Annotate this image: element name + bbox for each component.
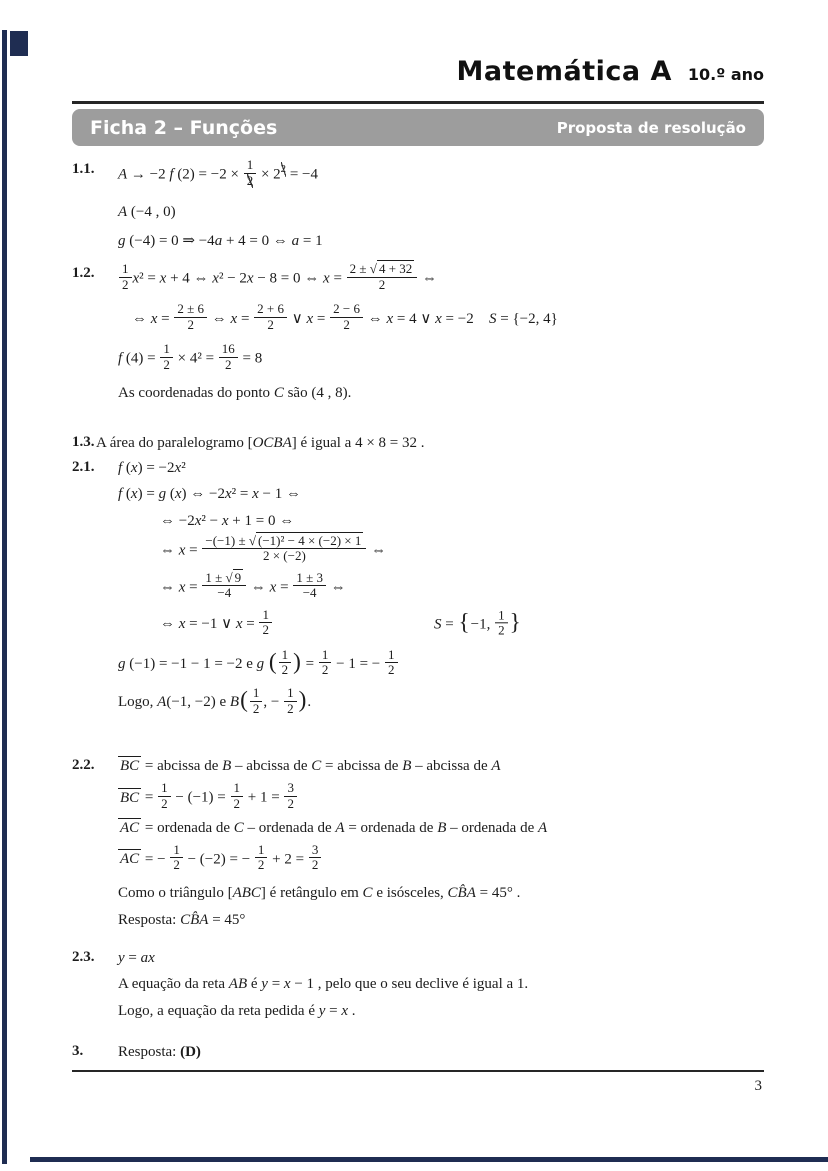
page-header: [457, 56, 764, 87]
equation: ⇔ x = $\frac{2 \pm 6}{2}$ ⇔ x = $\frac{2 + 6}{2}$ ∨ x = $\frac{2 - 6}{2}$ ⇔ x = 4 ∨ x = −2: [132, 301, 474, 332]
bottom-rule: [72, 1070, 764, 1072]
item-2-2-line-6: Resposta: CB̂A = 45°: [118, 911, 246, 928]
item-2-2: [72, 756, 766, 937]
item-2-1-line-2: f (x) = g (x) ⇔ −2x² = x − 1 ⇔: [118, 486, 301, 503]
corner-frame-square: [10, 31, 28, 56]
item-2-2-line-5: Como o triângulo [ABC] é retângulo em C e isósceles, CB̂A = 45° .: [118, 884, 521, 901]
item-1-2-line-3: f (4) = $\frac{1}{2}$ × 4² = $\frac{16}{2}$ = 8: [118, 341, 263, 372]
left-frame-bar: [2, 30, 7, 1164]
item-2-1-line-4: ⇔ x = $\frac{\text{−(−1) ± √ (−1)² − 4 × (−2) × 1}}{2 \times (-2)}$ ⇔: [160, 532, 387, 564]
item-label: 2.3.: [72, 949, 95, 965]
worksheet-title: Ficha 2 – Funções: [90, 116, 278, 139]
item-2-2-line-2: BC = $\frac{1}{2}$ − (−1) = $\frac{1}{2}$ + 1 = $\frac{3}{2}$: [118, 783, 766, 813]
item-label: 1.2.: [72, 265, 95, 281]
item-2-2-line-4: AC = − $\frac{1}{2}$ − (−2) = − $\frac{1}{2}$ + 2 = $\frac{3}{2}$: [118, 845, 766, 875]
item-2-1-line-7: g (−1) = −1 − 1 = −2 e g ( $\frac{1}{2}$ ) = $\frac{1}{2}$ − 1 = − $\frac{1}{2}$: [118, 649, 766, 680]
item-1-1-line-3: g (−4) = 0 ⇒ −4a + 4 = 0 ⇔ a = 1: [118, 233, 323, 250]
item-label: 1.3.: [72, 434, 95, 450]
item-3: [72, 1042, 766, 1069]
item-2-3-line-2: A equação da reta AB é y = x − 1 , pelo que o seu declive é igual a 1.: [118, 976, 529, 993]
equation: ⇔ x = −1 ∨ x = $\frac{1}{2}$: [160, 616, 273, 632]
item-1-3: [72, 433, 766, 460]
solution-set: S = {−2, 4}: [489, 311, 558, 328]
item-2-1-line-5: ⇔ x = $\frac{1 \pm √ 9}{-4}$ ⇔ x = $\frac{1 \pm 3}{-4}$ ⇔: [160, 569, 346, 601]
item-2-1: [72, 458, 766, 724]
item-1-2-line-1: $\frac{1}{2}$ x² = x + 4 ⇔ x² − 2x − 8 = 0 ⇔ x = $\frac{2 \pm √ 4 + 32}{2}$ ⇔: [118, 264, 766, 294]
item-2-1-line-6: [160, 606, 766, 640]
subject-title: Matemática A: [456, 56, 672, 87]
item-3-text: Resposta: (D): [118, 1044, 201, 1060]
item-2-3: [72, 948, 766, 1028]
item-1-1: [72, 157, 766, 259]
item-2-2-line-1: BC = abcissa de B – abcissa de C = abcissa de B – abcissa de A: [120, 758, 501, 774]
item-1-2-line-4: As coordenadas do ponto C são (4 , 8).: [118, 385, 352, 402]
item-1-1-line-2: A (−4 , 0): [118, 204, 176, 221]
item-1-2: [72, 261, 766, 411]
item-2-2-line-3: AC = ordenada de C – ordenada de A = ordenada de B – ordenada de A: [120, 820, 548, 837]
item-2-1-line-3: ⇔ −2x² − x + 1 = 0 ⇔: [160, 512, 295, 529]
page-number: 3: [754, 1078, 762, 1094]
top-rule: [72, 101, 764, 104]
item-label: 1.1.: [72, 161, 95, 177]
banner-subtitle: Proposta de resolução: [556, 118, 746, 137]
item-label: 2.2.: [72, 757, 95, 773]
item-2-1-line-8: Logo, A(−1, −2) e B( $\frac{1}{2}$ , − $\frac{1}{2}$ ).: [118, 685, 312, 716]
bottom-frame-bar: [30, 1157, 828, 1162]
item-label: 2.1.: [72, 459, 95, 475]
item-1-2-line-2: [132, 301, 766, 334]
item-2-3-line-3: Logo, a equação da reta pedida é y = x .: [118, 1002, 356, 1019]
worksheet-banner: [72, 109, 764, 146]
solution-set: S = {−1, $\frac{1}{2}$ }: [434, 606, 521, 638]
item-1-1-line-1: A → −2 f (2) = −2 × $\frac{1}{2}$ × $2^2 = -4$: [118, 157, 318, 188]
item-2-3-line-1: y = ax: [118, 950, 155, 966]
grade-label: 10.º ano: [687, 65, 764, 84]
item-label: 3.: [72, 1043, 84, 1059]
item-1-3-text: A área do paralelogramo [OCBA] é igual a 4 × 8 = 32 .: [96, 435, 425, 451]
item-2-1-line-1: f (x) = −2x²: [118, 460, 186, 476]
